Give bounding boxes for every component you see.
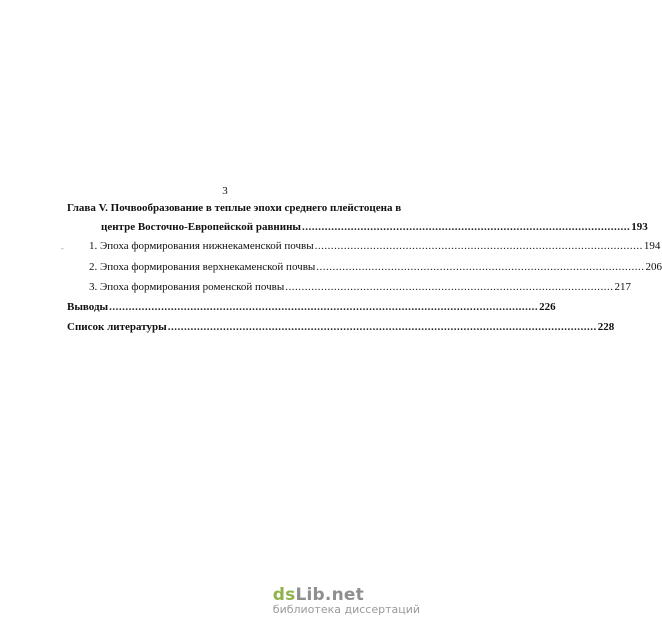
toc-entry-3 xyxy=(89,280,631,294)
dslib-logo: dsLib.net xyxy=(272,585,364,605)
toc-entry-page: 228 xyxy=(597,321,615,333)
toc-entry-label: Список литературы xyxy=(67,321,167,333)
toc-entry-page: 226 xyxy=(539,301,556,313)
toc-entry-label: 1. Эпоха формирования нижнекаменской почвы xyxy=(89,240,314,252)
toc-entry-label: 2. Эпоха формирования верхнекаменской почвы xyxy=(89,261,316,273)
dot-leader: .................................................................................................................................... xyxy=(109,301,539,313)
page-number: 3 xyxy=(222,185,228,197)
dot-leader: ..................................................................................................... xyxy=(316,261,645,273)
watermark xyxy=(273,585,420,616)
chapter-page: 193 xyxy=(631,221,648,233)
margin-mark: - xyxy=(61,244,64,253)
watermark-subtitle: библиотека диссертаций xyxy=(272,603,420,616)
toc-entry-references xyxy=(67,320,615,334)
toc-entry-1 xyxy=(89,239,661,253)
toc-entry-2 xyxy=(89,260,662,274)
toc-entry-page: 194 xyxy=(643,240,661,252)
dot-leader: ..................................................................................................... xyxy=(314,240,643,252)
dot-leader: ..................................................................................................... xyxy=(302,221,631,233)
toc-entry-page: 206 xyxy=(645,261,662,273)
chapter-title-line1: Глава V. Почвообразование в теплые эпохи среднего плейстоцена в xyxy=(67,202,402,214)
dot-leader: ..................................................................................................... xyxy=(285,281,614,293)
chapter-title-line2: центре Восточно-Европейской равнины xyxy=(101,221,302,233)
toc-entry-page: 217 xyxy=(614,281,631,293)
toc-entry-conclusions xyxy=(67,300,556,314)
toc-entry-chapter xyxy=(101,220,648,234)
dot-leader: .................................................................................................................................... xyxy=(167,321,597,333)
toc-entry-label: 3. Эпоха формирования роменской почвы xyxy=(89,281,285,293)
toc-entry-label: Выводы xyxy=(67,301,109,313)
